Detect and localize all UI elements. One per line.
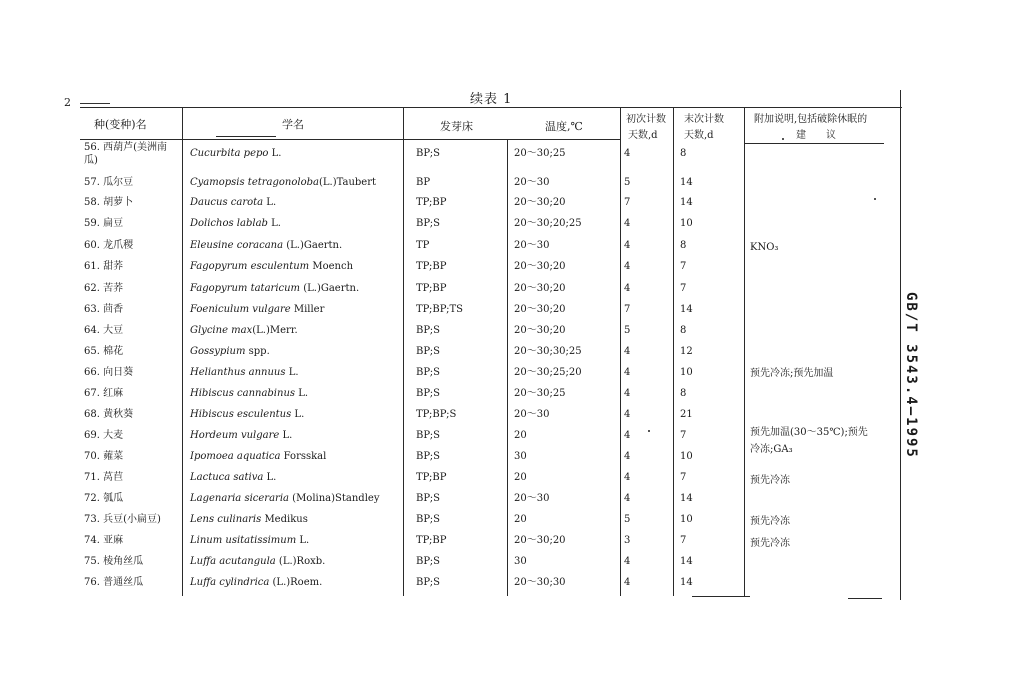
row-first-count: 4 bbox=[624, 283, 631, 294]
row-final-count: 14 bbox=[680, 177, 693, 188]
row-substrate: TP;BP bbox=[416, 535, 447, 546]
header-final-count-1: 末次计数 bbox=[684, 114, 724, 125]
row-scientific-author: L. bbox=[291, 409, 305, 420]
row-temperature: 20～30 bbox=[514, 409, 550, 420]
row-scientific-author: L. bbox=[268, 148, 282, 159]
scan-speck bbox=[782, 138, 784, 140]
row-scientific-genus-species: Luffa acutangula bbox=[190, 556, 276, 567]
header-first-count-1: 初次计数 bbox=[626, 114, 666, 125]
row-substrate: TP bbox=[416, 240, 430, 251]
row-temperature: 20～30;25 bbox=[514, 148, 566, 159]
row-species-name: 62. 苦荞 bbox=[84, 283, 124, 294]
row-first-count: 5 bbox=[624, 177, 631, 188]
row-scientific-genus-species: Cucurbita pepo bbox=[190, 148, 269, 159]
header-final-count-2: 天数,d bbox=[684, 130, 714, 141]
row-first-count: 4 bbox=[624, 451, 631, 462]
header-notes-1: 附加说明,包括破除休眠的 bbox=[754, 114, 868, 125]
row-scientific-genus-species: Fagopyrum esculentum bbox=[190, 261, 310, 272]
row-temperature: 20～30;20 bbox=[514, 283, 566, 294]
row-substrate: BP;S bbox=[416, 367, 440, 378]
row-final-count: 7 bbox=[680, 472, 687, 483]
row-species-name: 76. 普通丝瓜 bbox=[84, 577, 144, 588]
note-row-60: KNO₃ bbox=[750, 242, 779, 253]
row-substrate: BP;S bbox=[416, 514, 440, 525]
row-scientific-author: L. bbox=[263, 197, 277, 208]
row-first-count: 5 bbox=[624, 325, 631, 336]
standard-code: GB/T 3543.4—1995 bbox=[903, 292, 919, 459]
col-divider bbox=[403, 107, 404, 596]
row-final-count: 21 bbox=[680, 409, 693, 420]
row-final-count: 10 bbox=[680, 451, 693, 462]
row-species-name: 瓜) bbox=[84, 155, 98, 166]
row-temperature: 20 bbox=[514, 472, 527, 483]
table-title: 续表 1 bbox=[470, 92, 513, 107]
row-final-count: 7 bbox=[680, 430, 687, 441]
row-substrate: BP;S bbox=[416, 346, 440, 357]
row-scientific-name bbox=[190, 409, 304, 421]
row-scientific-name bbox=[190, 535, 309, 547]
row-scientific-name bbox=[190, 197, 276, 209]
note-row-69-line2: 冷冻;GA₃ bbox=[750, 444, 793, 455]
page-edge-line bbox=[900, 90, 901, 600]
row-final-count: 14 bbox=[680, 577, 693, 588]
row-species-name: 75. 棱角丝瓜 bbox=[84, 556, 144, 567]
row-scientific-name bbox=[190, 325, 298, 337]
row-scientific-author: Medikus bbox=[261, 514, 308, 525]
row-scientific-name bbox=[190, 177, 376, 189]
row-scientific-genus-species: Linum usitatissimum bbox=[190, 535, 297, 546]
row-scientific-genus-species: Dolichos lablab bbox=[190, 218, 268, 229]
row-scientific-genus-species: Eleusine coracana bbox=[190, 240, 284, 251]
row-substrate: BP;S bbox=[416, 148, 440, 159]
row-scientific-author: (L.)Roem. bbox=[269, 577, 323, 588]
row-scientific-name bbox=[190, 148, 281, 160]
row-scientific-author: (L.)Gaertn. bbox=[283, 240, 343, 251]
row-substrate: TP;BP bbox=[416, 261, 447, 272]
row-temperature: 20～30 bbox=[514, 240, 550, 251]
row-temperature: 20～30 bbox=[514, 177, 550, 188]
header-first-count-2: 天数,d bbox=[628, 130, 658, 141]
row-temperature: 20 bbox=[514, 514, 527, 525]
row-first-count: 7 bbox=[624, 197, 631, 208]
row-scientific-name bbox=[190, 556, 325, 568]
row-scientific-name bbox=[190, 430, 292, 442]
row-scientific-author: Moench bbox=[309, 261, 354, 272]
row-final-count: 7 bbox=[680, 283, 687, 294]
row-temperature: 30 bbox=[514, 556, 527, 567]
row-first-count: 4 bbox=[624, 556, 631, 567]
row-scientific-name bbox=[190, 261, 353, 273]
row-scientific-genus-species: Hibiscus cannabinus bbox=[190, 388, 296, 399]
row-scientific-author: (L.)Merr. bbox=[252, 325, 298, 336]
row-temperature: 20～30 bbox=[514, 493, 550, 504]
row-scientific-author: Forsskal bbox=[280, 451, 327, 462]
row-scientific-author: (L.)Roxb. bbox=[275, 556, 326, 567]
row-first-count: 4 bbox=[624, 367, 631, 378]
row-scientific-genus-species: Cyamopsis tetragonoloba bbox=[190, 177, 319, 188]
col-divider bbox=[744, 107, 745, 596]
footer-rule bbox=[848, 598, 882, 599]
note-row-69-line1: 预先加温(30～35℃);预先 bbox=[750, 427, 868, 438]
row-scientific-name bbox=[190, 472, 276, 484]
page-mark: 2 bbox=[64, 96, 71, 109]
row-scientific-genus-species: Ipomoea aquatica bbox=[190, 451, 281, 462]
row-species-name: 69. 大麦 bbox=[84, 430, 124, 441]
row-substrate: BP;S bbox=[416, 218, 440, 229]
row-final-count: 8 bbox=[680, 240, 687, 251]
row-scientific-author: L. bbox=[285, 367, 299, 378]
row-final-count: 14 bbox=[680, 556, 693, 567]
row-scientific-genus-species: Fagopyrum tataricum bbox=[190, 283, 301, 294]
note-row-73: 预先冷冻 bbox=[750, 516, 790, 527]
row-substrate: TP;BP bbox=[416, 197, 447, 208]
row-final-count: 10 bbox=[680, 218, 693, 229]
row-temperature: 20～30;20 bbox=[514, 535, 566, 546]
row-scientific-author: (L.)Taubert bbox=[318, 177, 377, 188]
row-first-count: 4 bbox=[624, 346, 631, 357]
row-temperature: 20～30;30 bbox=[514, 577, 566, 588]
row-final-count: 7 bbox=[680, 535, 687, 546]
row-species-name: 61. 甜荞 bbox=[84, 261, 124, 272]
footer-rule bbox=[692, 596, 750, 597]
row-scientific-name bbox=[190, 240, 342, 252]
row-substrate: BP;S bbox=[416, 556, 440, 567]
header-underline-sci bbox=[216, 136, 276, 137]
row-first-count: 7 bbox=[624, 304, 631, 315]
row-species-name: 60. 龙爪稷 bbox=[84, 240, 134, 251]
row-temperature: 20～30;20 bbox=[514, 325, 566, 336]
row-scientific-genus-species: Gossypium bbox=[190, 346, 246, 357]
row-substrate: TP;BP;TS bbox=[416, 304, 464, 315]
row-scientific-genus-species: Glycine max bbox=[190, 325, 253, 336]
row-species-name: 59. 扁豆 bbox=[84, 218, 124, 229]
row-first-count: 4 bbox=[624, 148, 631, 159]
row-species-name: 63. 茴香 bbox=[84, 304, 124, 315]
row-species-name: 65. 棉花 bbox=[84, 346, 124, 357]
row-temperature: 20 bbox=[514, 430, 527, 441]
row-scientific-genus-species: Foeniculum vulgare bbox=[190, 304, 291, 315]
page-mark-rule bbox=[80, 103, 110, 104]
row-final-count: 14 bbox=[680, 197, 693, 208]
row-scientific-genus-species: Lactuca sativa bbox=[190, 472, 264, 483]
row-substrate: BP;S bbox=[416, 493, 440, 504]
row-first-count: 4 bbox=[624, 493, 631, 504]
row-scientific-name bbox=[190, 577, 322, 589]
scan-speck bbox=[648, 430, 650, 432]
row-scientific-genus-species: Lens culinaris bbox=[190, 514, 262, 525]
row-first-count: 4 bbox=[624, 388, 631, 399]
row-species-name: 64. 大豆 bbox=[84, 325, 124, 336]
row-scientific-author: (Molina)Standley bbox=[288, 493, 380, 504]
col-divider bbox=[673, 107, 674, 596]
row-first-count: 4 bbox=[624, 409, 631, 420]
row-temperature: 20～30;25 bbox=[514, 388, 566, 399]
note-row-71: 预先冷冻 bbox=[750, 475, 790, 486]
row-scientific-genus-species: Hibiscus esculentus bbox=[190, 409, 292, 420]
row-scientific-name bbox=[190, 218, 281, 230]
row-scientific-name bbox=[190, 514, 308, 526]
row-scientific-name bbox=[190, 388, 308, 400]
row-temperature: 20～30;20 bbox=[514, 304, 566, 315]
row-species-name: 74. 亚麻 bbox=[84, 535, 124, 546]
row-final-count: 10 bbox=[680, 367, 693, 378]
row-final-count: 14 bbox=[680, 493, 693, 504]
header-bottom-rule bbox=[80, 139, 620, 140]
row-scientific-author: L. bbox=[263, 472, 277, 483]
header-temperature: 温度,℃ bbox=[545, 120, 583, 133]
row-scientific-name bbox=[190, 304, 324, 316]
row-species-name: 72. 瓠瓜 bbox=[84, 493, 124, 504]
row-scientific-genus-species: Helianthus annuus bbox=[190, 367, 286, 378]
row-temperature: 20～30;20 bbox=[514, 261, 566, 272]
row-final-count: 8 bbox=[680, 388, 687, 399]
row-substrate: TP;BP bbox=[416, 472, 447, 483]
row-scientific-author: Miller bbox=[290, 304, 325, 315]
row-substrate: BP bbox=[416, 177, 431, 188]
header-notes-2: 建 议 bbox=[796, 130, 836, 141]
row-scientific-author: (L.)Gaertn. bbox=[300, 283, 360, 294]
note-row-74: 预先冷冻 bbox=[750, 538, 790, 549]
note-row-66: 预先冷冻;预先加温 bbox=[750, 368, 834, 379]
row-scientific-name bbox=[190, 283, 359, 295]
scan-speck bbox=[874, 198, 876, 200]
row-scientific-name bbox=[190, 346, 270, 358]
row-final-count: 14 bbox=[680, 304, 693, 315]
row-first-count: 3 bbox=[624, 535, 631, 546]
row-temperature: 20～30;20 bbox=[514, 197, 566, 208]
row-substrate: BP;S bbox=[416, 577, 440, 588]
row-scientific-author: spp. bbox=[245, 346, 270, 357]
row-final-count: 8 bbox=[680, 148, 687, 159]
row-temperature: 20～30;20;25 bbox=[514, 218, 582, 229]
row-first-count: 4 bbox=[624, 218, 631, 229]
row-species-name: 66. 向日葵 bbox=[84, 367, 134, 378]
row-first-count: 4 bbox=[624, 430, 631, 441]
col-divider bbox=[182, 107, 183, 596]
row-substrate: TP;BP;S bbox=[416, 409, 457, 420]
row-first-count: 5 bbox=[624, 514, 631, 525]
row-species-name: 58. 胡萝卜 bbox=[84, 197, 134, 208]
row-scientific-name bbox=[190, 451, 326, 463]
row-species-name: 68. 黄秋葵 bbox=[84, 409, 134, 420]
header-species: 种(变种)名 bbox=[94, 118, 147, 131]
row-scientific-author: L. bbox=[267, 218, 281, 229]
row-substrate: BP;S bbox=[416, 430, 440, 441]
row-substrate: TP;BP bbox=[416, 283, 447, 294]
row-first-count: 4 bbox=[624, 261, 631, 272]
row-final-count: 12 bbox=[680, 346, 693, 357]
row-first-count: 4 bbox=[624, 472, 631, 483]
row-scientific-genus-species: Luffa cylindrica bbox=[190, 577, 270, 588]
row-scientific-genus-species: Lagenaria siceraria bbox=[190, 493, 289, 504]
row-temperature: 20～30;25;20 bbox=[514, 367, 582, 378]
col-divider bbox=[620, 107, 621, 596]
row-species-name: 57. 瓜尔豆 bbox=[84, 177, 134, 188]
header-scientific-name: 学名 bbox=[282, 118, 304, 131]
header-substrate: 发芽床 bbox=[440, 120, 473, 133]
row-scientific-author: L. bbox=[296, 535, 310, 546]
row-scientific-author: L. bbox=[279, 430, 293, 441]
row-species-name: 73. 兵豆(小扁豆) bbox=[84, 514, 161, 525]
row-species-name: 70. 蕹菜 bbox=[84, 451, 124, 462]
row-temperature: 30 bbox=[514, 451, 527, 462]
col-divider bbox=[507, 140, 508, 596]
row-final-count: 7 bbox=[680, 261, 687, 272]
row-scientific-genus-species: Hordeum vulgare bbox=[190, 430, 280, 441]
row-scientific-genus-species: Daucus carota bbox=[190, 197, 264, 208]
row-temperature: 20～30;30;25 bbox=[514, 346, 582, 357]
row-final-count: 8 bbox=[680, 325, 687, 336]
table-top-rule bbox=[80, 107, 902, 108]
row-scientific-name bbox=[190, 367, 299, 379]
row-species-name: 56. 西葫芦(美洲南 bbox=[84, 142, 167, 153]
row-substrate: BP;S bbox=[416, 451, 440, 462]
header-bottom-rule-notes bbox=[744, 143, 884, 144]
row-final-count: 10 bbox=[680, 514, 693, 525]
row-first-count: 4 bbox=[624, 577, 631, 588]
row-species-name: 67. 红麻 bbox=[84, 388, 124, 399]
row-substrate: BP;S bbox=[416, 388, 440, 399]
row-substrate: BP;S bbox=[416, 325, 440, 336]
row-species-name: 71. 莴苣 bbox=[84, 472, 124, 483]
row-first-count: 4 bbox=[624, 240, 631, 251]
row-scientific-name bbox=[190, 493, 379, 505]
row-scientific-author: L. bbox=[295, 388, 309, 399]
